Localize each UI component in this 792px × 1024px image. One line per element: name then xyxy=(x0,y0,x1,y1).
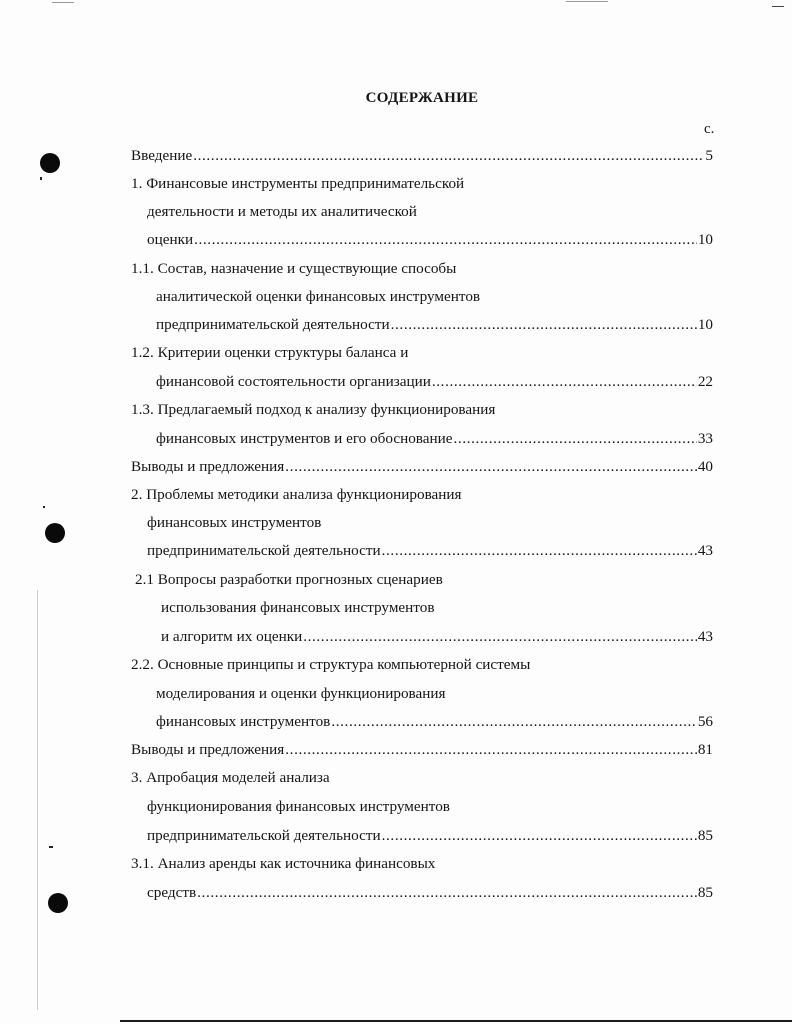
toc-entry-chapter-3-cont xyxy=(147,797,450,817)
dot-leader xyxy=(382,541,697,561)
dot-leader xyxy=(197,883,697,903)
toc-entry-text: предпринимательской деятельности xyxy=(147,827,381,844)
toc-entry-text: финансовых инструментов и его обоснование xyxy=(156,430,453,447)
toc-entry-text: финансовой состоятельности организации xyxy=(156,373,431,390)
toc-entry-text: оценки xyxy=(147,231,194,248)
toc-page-number: 56 xyxy=(697,713,713,730)
toc-entry-text: деятельности и методы их аналитической xyxy=(147,203,417,220)
scan-speck xyxy=(49,846,53,848)
toc-page-number: 33 xyxy=(697,430,713,447)
toc-entry-text: аналитической оценки финансовых инструментов xyxy=(156,288,481,305)
toc-page-number: 10 xyxy=(697,231,713,248)
toc-entry-text: 1. Финансовые инструменты предпринимательской xyxy=(131,175,465,192)
dot-leader xyxy=(285,740,697,760)
scan-speck xyxy=(40,177,42,180)
toc-entry-text: использования финансовых инструментов xyxy=(161,599,435,616)
toc-entry-conclusions-2[interactable] xyxy=(131,740,713,760)
scan-bottom-edge xyxy=(120,1020,792,1022)
toc-entry-section-1-3-last[interactable] xyxy=(156,429,713,449)
toc-entry-text: 3. Апробация моделей анализа xyxy=(131,769,330,786)
toc-entry-conclusions-1[interactable] xyxy=(131,457,713,477)
toc-page-number: 22 xyxy=(697,373,713,390)
punch-hole-bottom xyxy=(48,893,68,913)
toc-entry-text: средств xyxy=(147,884,197,901)
toc-entry-section-2-2-last[interactable] xyxy=(156,712,713,732)
toc-entry-chapter-1-cont xyxy=(147,202,417,222)
toc-entry-chapter-2[interactable] xyxy=(131,485,462,505)
scan-mark-top-corner xyxy=(772,6,784,7)
toc-entry-section-2-1[interactable] xyxy=(135,570,443,590)
toc-entry-section-1-1[interactable] xyxy=(131,259,456,279)
toc-entry-text: моделирования и оценки функционирования xyxy=(156,685,446,702)
dot-leader xyxy=(303,627,697,647)
toc-entry-section-1-1-last[interactable] xyxy=(156,315,713,335)
scan-mark-top-left xyxy=(52,2,74,3)
toc-page-number: 5 xyxy=(705,147,713,164)
toc-entry-introduction[interactable] xyxy=(131,146,713,166)
toc-entry-text: 2.1 Вопросы разработки прогнозных сценариев xyxy=(135,571,443,588)
toc-page-number: 85 xyxy=(697,827,713,844)
toc-entry-section-2-1-last[interactable] xyxy=(161,627,713,647)
punch-hole-top xyxy=(40,153,60,173)
toc-entry-text: финансовых инструментов xyxy=(156,713,331,730)
dot-leader xyxy=(194,230,697,250)
toc-page-number: 43 xyxy=(697,542,713,559)
page-column-label: с. xyxy=(704,121,715,137)
toc-entry-chapter-3-last[interactable] xyxy=(147,826,713,846)
toc-entry-chapter-1[interactable] xyxy=(131,174,464,194)
toc-entry-text: предпринимательской деятельности xyxy=(156,316,390,333)
toc-entry-text: и алгоритм их оценки xyxy=(161,628,303,645)
toc-page-number: 43 xyxy=(697,628,713,645)
scan-edge-line xyxy=(37,590,38,1010)
toc-page-number: 10 xyxy=(697,316,713,333)
toc-entry-section-1-3[interactable] xyxy=(131,400,495,420)
dot-leader xyxy=(454,429,697,449)
toc-entry-text: Выводы и предложения xyxy=(131,741,285,758)
toc-entry-text: 1.2. Критерии оценки структуры баланса и xyxy=(131,344,409,361)
toc-entry-chapter-3[interactable] xyxy=(131,768,330,788)
scan-speck xyxy=(43,506,45,508)
toc-entry-section-1-2-last[interactable] xyxy=(156,372,713,392)
toc-entry-section-1-2[interactable] xyxy=(131,343,408,363)
toc-entry-text: 1.3. Предлагаемый подход к анализу функционирования xyxy=(131,401,496,418)
toc-entry-text: Выводы и предложения xyxy=(131,458,285,475)
toc-entry-chapter-1-last[interactable] xyxy=(147,230,713,250)
toc-entry-text: 2.2. Основные принципы и структура компьютерной системы xyxy=(131,656,531,673)
toc-entry-section-3-1[interactable] xyxy=(131,854,435,874)
punch-hole-middle xyxy=(45,523,65,543)
toc-entry-chapter-2-last[interactable] xyxy=(147,541,713,561)
toc-page-number: 81 xyxy=(697,741,713,758)
toc-entry-section-3-1-last[interactable] xyxy=(147,883,713,903)
toc-entry-chapter-2-cont xyxy=(147,513,321,533)
toc-entry-section-1-1-cont xyxy=(156,287,480,307)
toc-page-number: 85 xyxy=(697,884,713,901)
dot-leader xyxy=(382,826,697,846)
dot-leader xyxy=(391,315,697,335)
dot-leader xyxy=(193,146,704,166)
toc-entry-text: 1.1. Состав, назначение и существующие способы xyxy=(131,260,457,277)
toc-entry-text: функционирования финансовых инструментов xyxy=(147,798,450,815)
toc-entry-section-2-2[interactable] xyxy=(131,655,530,675)
dot-leader xyxy=(331,712,696,732)
toc-entry-text: финансовых инструментов xyxy=(147,514,322,531)
toc-entry-section-2-2-cont xyxy=(156,684,446,704)
toc-page-number: 40 xyxy=(697,458,713,475)
toc-entry-text: Введение xyxy=(131,147,193,164)
toc-entry-text: 2. Проблемы методики анализа функционирования xyxy=(131,486,462,503)
page-title: СОДЕРЖАНИЕ xyxy=(365,90,479,106)
scan-mark-top-right xyxy=(566,1,608,2)
toc-entry-text: предпринимательской деятельности xyxy=(147,542,381,559)
toc-entry-text: 3.1. Анализ аренды как источника финансовых xyxy=(131,855,436,872)
toc-entry-section-2-1-cont xyxy=(161,598,435,618)
dot-leader xyxy=(285,457,697,477)
dot-leader xyxy=(432,372,697,392)
